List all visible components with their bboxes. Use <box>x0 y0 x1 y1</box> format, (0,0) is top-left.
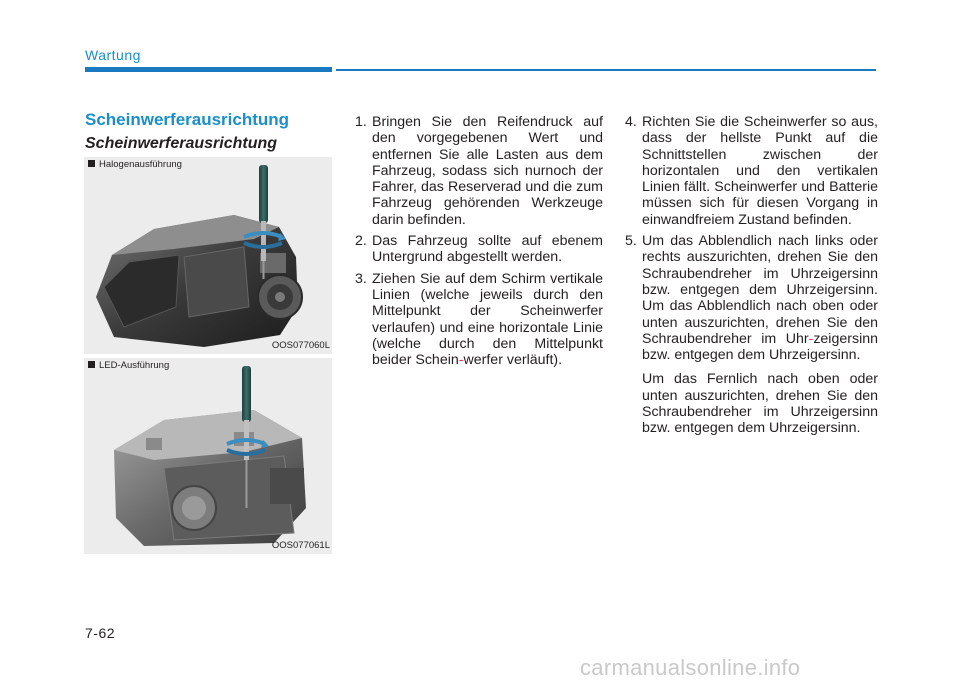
step-text: Ziehen Sie auf dem Schirm vertikale Linien (welche jeweils durch den Mittelpunkt der Scheinwerfer verlaufen) und eine horizontale Linie (welche durch den Mittelpunkt beider Schein <box>372 270 603 369</box>
list-item <box>625 233 878 363</box>
hyphen-mark: - <box>458 352 464 369</box>
figure-code: OOS077060L <box>271 340 330 351</box>
figure-label <box>88 360 169 371</box>
figure-code: OOS077061L <box>271 540 330 551</box>
step-number: 4. <box>625 114 637 130</box>
step-text: zeigersinn bzw. entgegen dem Uhrzeigersinn. <box>642 330 878 364</box>
step-text: werfer verläuft). <box>463 352 563 369</box>
step-number: 2. <box>355 233 367 250</box>
header-bar-thin <box>336 69 876 71</box>
hyphen-mark: - <box>808 330 814 347</box>
step-text: Das Fahrzeug sollte auf ebenem Untergrund abgestellt werden. <box>372 233 603 266</box>
square-bullet-icon <box>88 361 95 368</box>
step-extra-paragraph: Um das Fernlich nach oben oder unten auszurichten, drehen Sie den Schraubendreher im Uhrzeigersinn bzw. entgegen dem Uhrzeigersinn. <box>642 371 878 437</box>
step-text: Um das Abblendlich nach links oder rechts auszurichten, drehen Sie den Schraubendreher im Uhrzeigersinn bzw. entgegen dem Uhrzeigersinn. Um das Abblendlich nach oben oder unten auszurichten, drehen Sie den Schraubendreher im Uhr <box>642 233 878 347</box>
step-number: 5. <box>625 233 637 250</box>
list-item <box>355 233 603 266</box>
step-text: Richten Sie die Scheinwerfer so aus, dass der hellste Punkt auf die Schnittstellen zwischen der horizontalen und den vertikalen Linien fällt. Scheinwerfer und Batterie müssen sich für diesen Vorgang in einwandfreiem Zustand befinden. <box>642 114 878 228</box>
square-bullet-icon <box>88 160 95 167</box>
figure-label-text: Halogenausführung <box>99 159 182 170</box>
list-item <box>355 271 603 369</box>
figure-label <box>88 159 182 170</box>
figure-led <box>84 358 332 554</box>
instructions-column-1 <box>355 114 603 373</box>
figure-halogen <box>84 157 332 354</box>
figure-label-text: LED-Ausführung <box>99 360 170 371</box>
section-title: Wartung <box>85 47 141 63</box>
watermark: carmanualsonline.info <box>580 655 801 680</box>
halogen-headlamp-illustration <box>84 157 332 354</box>
instructions-column-2 <box>625 114 878 437</box>
list-item <box>355 114 603 228</box>
page-number: 7-62 <box>85 625 116 641</box>
step-text: Bringen Sie den Reifendruck auf den vorgegebenen Wert und entfernen Sie alle Lasten aus dem Fahrzeug, sodass sich nurnoch der Fahrer, das Reserverad und die zum Fahrzeug gehörenden Werkzeuge darin befinden. <box>372 114 603 228</box>
main-heading: Scheinwerferausrichtung <box>85 110 290 129</box>
sub-heading: Scheinwerferausrichtung <box>85 135 278 152</box>
step-number: 1. <box>355 114 367 130</box>
header-bar-thick <box>85 67 332 72</box>
step-number: 3. <box>355 270 367 287</box>
list-item <box>625 114 878 228</box>
led-headlamp-illustration <box>84 358 332 554</box>
